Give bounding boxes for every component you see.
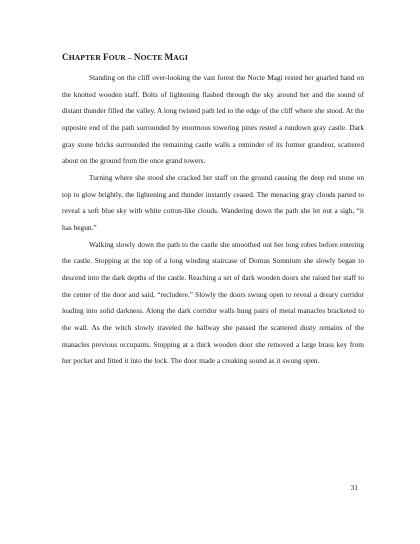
body-text bbox=[62, 70, 364, 370]
paragraph: Standing on the cliff over-looking the vast forest the Nocte Magi rested her gnarled hand on the knotted wooden staff. Bolts of lightening flashed through the sky around her and the sound of distant thunder filled the valley. A long twisted path led to the edge of the cliff where she stood. At the opposite end of the path surrounded by enormous towering pines rested a rundown gray castle. Dark gray stone bricks surrounded the remaining castle walls a reminder of its former grandeur, scattered about on the ground from the once grand towers. bbox=[62, 73, 364, 166]
chapter-title-word-2: AGI bbox=[173, 53, 188, 62]
chapter-heading bbox=[62, 52, 188, 62]
chapter-title-initial-1: N bbox=[133, 52, 141, 62]
chapter-number-initial: F bbox=[103, 52, 109, 62]
paragraph: Walking slowly down the path to the castle she smoothed out her long robes before entering the castle. Stopping at the top of a long winding staircase of Domus Somnium she slowly began to descend into the dark depths of the castle. Reaching a set of dark wooden doors she raised her staff to the center of the door and said, “recludere.” Slowly the doors swung open to reveal a dreary corridor leading into solid darkness. Along the dark corridor walls hung pairs of metal manacles bracketed to the wall. As the witch slowly traveled the hallway she passed the scattered dusty remains of the manacles previous occupants. Stopping at a thick wooden door she removed a large brass key from her pocket and fitted it into the lock. The door made a creaking sound as it swung open. bbox=[62, 239, 364, 366]
chapter-title-word-1: OCTE bbox=[140, 53, 163, 62]
chapter-number-word: OUR bbox=[108, 53, 126, 62]
chapter-heading-dash: – bbox=[125, 53, 134, 62]
chapter-heading-initial: C bbox=[62, 52, 69, 62]
paragraph: Turning where she stood she cracked her staff on the ground causing the deep red stone on top to glow brightly, the lightening and thunder instantly ceased. The menacing gray clouds parted to reveal a soft blue sky with white cotton-like clouds. Wandering down the path she let out a sigh, “it has begun.” bbox=[62, 172, 364, 232]
chapter-heading-word: HAPTER bbox=[68, 53, 101, 62]
chapter-title-initial-2: M bbox=[164, 52, 174, 62]
page-number: 31 bbox=[350, 483, 358, 492]
